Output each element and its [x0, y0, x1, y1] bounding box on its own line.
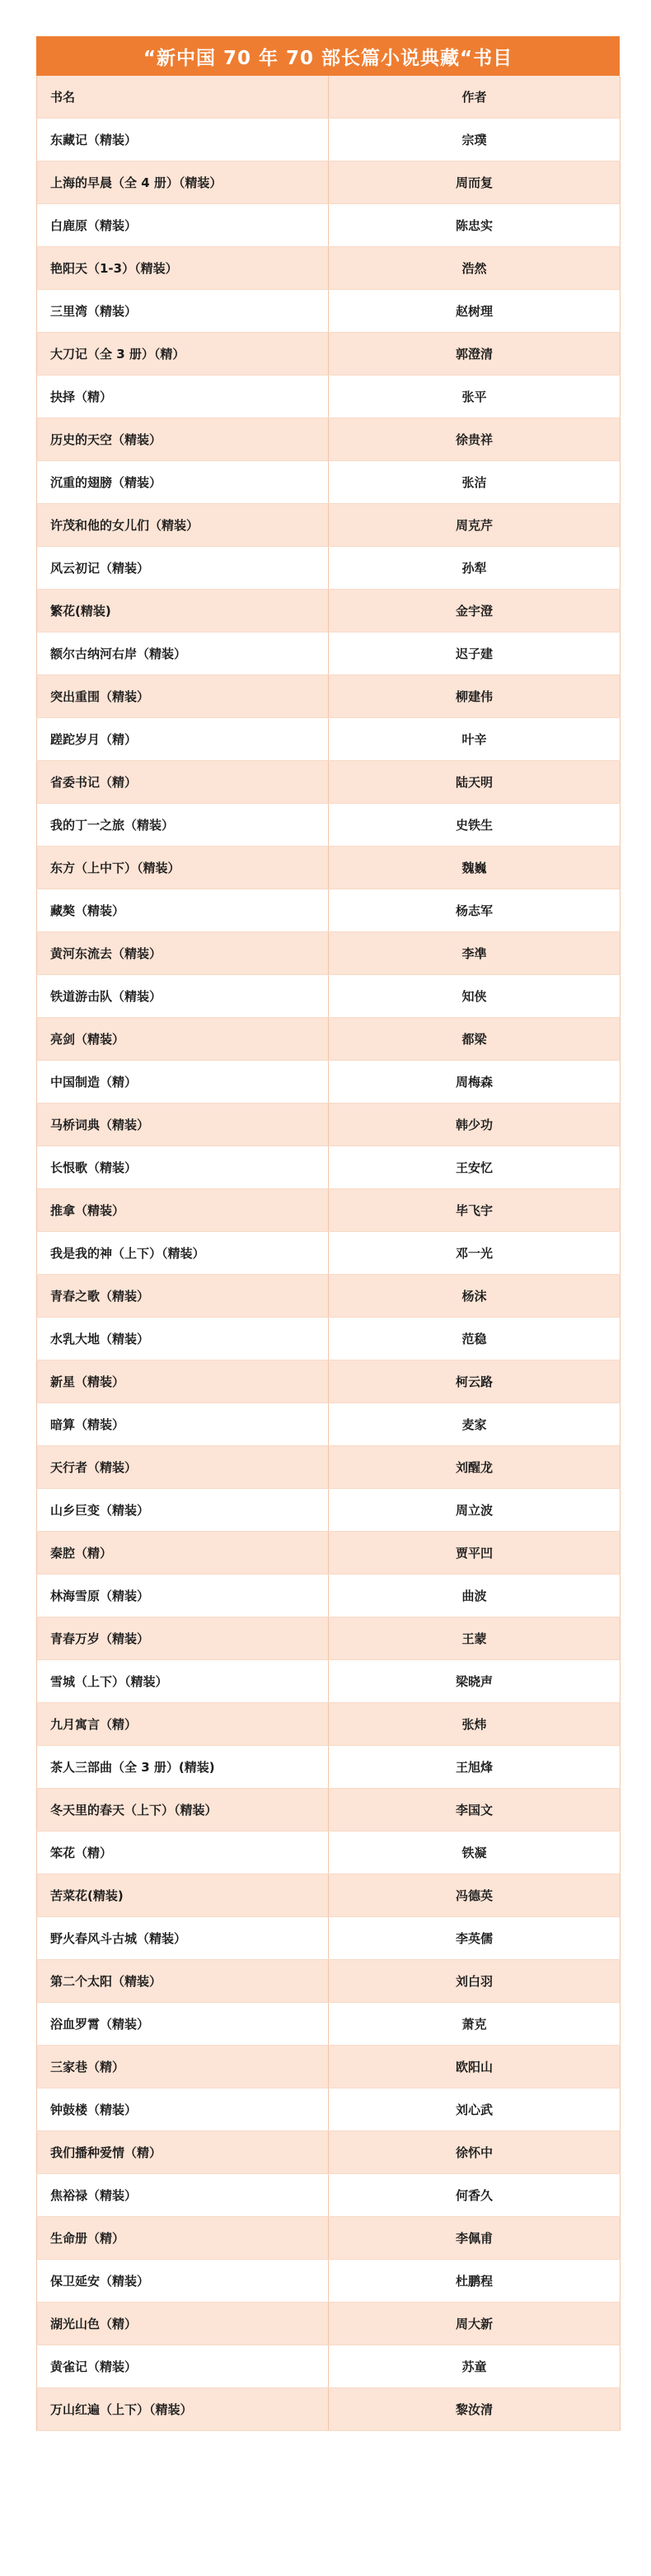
- book-title-cell: 保卫延安（精装）: [37, 2260, 329, 2303]
- table-row: [37, 1874, 621, 1917]
- table-row: [37, 1275, 621, 1318]
- table-row: [37, 1146, 621, 1189]
- book-title-cell: 新星（精装）: [37, 1360, 329, 1403]
- table-row: [37, 1703, 621, 1746]
- table-row: [37, 1960, 621, 2003]
- book-author-cell: 浩然: [329, 247, 621, 290]
- book-title-cell: 水乳大地（精装）: [37, 1318, 329, 1360]
- book-author-cell: 李英儒: [329, 1917, 621, 1960]
- book-author-cell: 张洁: [329, 461, 621, 504]
- book-author-cell: 邓一光: [329, 1232, 621, 1275]
- book-title-cell: 亮剑（精装）: [37, 1018, 329, 1061]
- booklist-container: [36, 36, 620, 2431]
- book-title-cell: 林海雪原（精装）: [37, 1575, 329, 1617]
- book-author-cell: 赵树理: [329, 290, 621, 333]
- book-title-cell: 生命册（精）: [37, 2217, 329, 2260]
- table-row: [37, 547, 621, 590]
- book-title-cell: 万山红遍（上下）（精装）: [37, 2388, 329, 2431]
- table-row: [37, 932, 621, 975]
- book-title-cell: 白鹿原（精装）: [37, 204, 329, 247]
- book-title-cell: 抉择（精）: [37, 376, 329, 418]
- book-title-cell: 黄河东流去（精装）: [37, 932, 329, 975]
- book-title-cell: 长恨歌（精装）: [37, 1146, 329, 1189]
- book-title-cell: 笨花（精）: [37, 1832, 329, 1874]
- booklist-table: [36, 76, 621, 2431]
- book-title-cell: 青春万岁（精装）: [37, 1617, 329, 1660]
- table-row: [37, 1318, 621, 1360]
- book-title-cell: 东方（上中下）（精装）: [37, 847, 329, 889]
- book-author-cell: 周而复: [329, 161, 621, 204]
- table-row: [37, 119, 621, 161]
- book-title-cell: 第二个太阳（精装）: [37, 1960, 329, 2003]
- book-title-cell: 推拿（精装）: [37, 1189, 329, 1232]
- table-row: [37, 418, 621, 461]
- book-title-cell: 黄雀记（精装）: [37, 2345, 329, 2388]
- book-author-cell: 史铁生: [329, 804, 621, 847]
- table-row: [37, 1532, 621, 1575]
- table-row: [37, 718, 621, 761]
- book-author-cell: 李凖: [329, 932, 621, 975]
- book-author-cell: 都梁: [329, 1018, 621, 1061]
- book-title-cell: 焦裕禄（精装）: [37, 2174, 329, 2217]
- table-row: [37, 204, 621, 247]
- book-author-cell: 范稳: [329, 1318, 621, 1360]
- book-title-cell: 东藏记（精装）: [37, 119, 329, 161]
- book-title-cell: 雪城（上下）（精装）: [37, 1660, 329, 1703]
- book-author-cell: 冯德英: [329, 1874, 621, 1917]
- book-author-cell: 黎汝清: [329, 2388, 621, 2431]
- table-row: [37, 1403, 621, 1446]
- book-title-cell: 额尔古纳河右岸（精装）: [37, 632, 329, 675]
- book-author-cell: 陈忠实: [329, 204, 621, 247]
- table-row: [37, 1832, 621, 1874]
- book-author-cell: 周立波: [329, 1489, 621, 1532]
- book-author-cell: 毕飞宇: [329, 1189, 621, 1232]
- book-title-cell: 艳阳天（1-3）（精装）: [37, 247, 329, 290]
- book-author-cell: 徐怀中: [329, 2131, 621, 2174]
- book-author-cell: 萧克: [329, 2003, 621, 2046]
- book-title-cell: 山乡巨变（精装）: [37, 1489, 329, 1532]
- book-title-cell: 上海的早晨（全 4 册）（精装）: [37, 161, 329, 204]
- table-row: [37, 2345, 621, 2388]
- book-title-cell: 突出重围（精装）: [37, 675, 329, 718]
- table-row: [37, 2131, 621, 2174]
- book-title-cell: 湖光山色（精）: [37, 2303, 329, 2345]
- table-row: [37, 247, 621, 290]
- table-row: [37, 2174, 621, 2217]
- book-author-cell: 何香久: [329, 2174, 621, 2217]
- book-title-cell: 风云初记（精装）: [37, 547, 329, 590]
- table-row: [37, 2303, 621, 2345]
- table-row: [37, 1018, 621, 1061]
- book-author-cell: 欧阳山: [329, 2046, 621, 2088]
- book-author-cell: 周大新: [329, 2303, 621, 2345]
- book-title-cell: 三家巷（精）: [37, 2046, 329, 2088]
- book-author-cell: 李佩甫: [329, 2217, 621, 2260]
- table-row: [37, 2260, 621, 2303]
- book-author-cell: 陆天明: [329, 761, 621, 804]
- book-author-cell: 徐贵祥: [329, 418, 621, 461]
- table-row: [37, 1746, 621, 1789]
- book-title-cell: 我的丁一之旅（精装）: [37, 804, 329, 847]
- booklist-title: “新中国 70 年 70 部长篇小说典藏“书目: [36, 36, 620, 76]
- table-row: [37, 1360, 621, 1403]
- booklist-table-body: [37, 76, 621, 2431]
- book-title-cell: 省委书记（精）: [37, 761, 329, 804]
- book-author-cell: 韩少功: [329, 1104, 621, 1146]
- table-header-row: [37, 76, 621, 119]
- table-row: [37, 504, 621, 547]
- table-row: [37, 2217, 621, 2260]
- table-row: [37, 376, 621, 418]
- column-header-title: 书名: [37, 76, 329, 119]
- table-row: [37, 2003, 621, 2046]
- book-author-cell: 梁晓声: [329, 1660, 621, 1703]
- table-row: [37, 2388, 621, 2431]
- table-row: [37, 804, 621, 847]
- book-author-cell: 王安忆: [329, 1146, 621, 1189]
- book-title-cell: 我是我的神（上下）（精装）: [37, 1232, 329, 1275]
- book-title-cell: 许茂和他的女儿们（精装）: [37, 504, 329, 547]
- book-author-cell: 贾平凹: [329, 1532, 621, 1575]
- table-row: [37, 1660, 621, 1703]
- table-row: [37, 761, 621, 804]
- book-title-cell: 三里湾（精装）: [37, 290, 329, 333]
- table-row: [37, 461, 621, 504]
- table-row: [37, 1617, 621, 1660]
- book-title-cell: 九月寓言（精）: [37, 1703, 329, 1746]
- book-author-cell: 曲波: [329, 1575, 621, 1617]
- book-title-cell: 秦腔（精）: [37, 1532, 329, 1575]
- table-row: [37, 290, 621, 333]
- book-title-cell: 藏獒（精装）: [37, 889, 329, 932]
- book-title-cell: 历史的天空（精装）: [37, 418, 329, 461]
- book-author-cell: 杜鹏程: [329, 2260, 621, 2303]
- book-title-cell: 繁花(精装): [37, 590, 329, 632]
- book-title-cell: 铁道游击队（精装）: [37, 975, 329, 1018]
- book-title-cell: 马桥词典（精装）: [37, 1104, 329, 1146]
- table-row: [37, 889, 621, 932]
- book-title-cell: 大刀记（全 3 册）（精）: [37, 333, 329, 376]
- book-author-cell: 麦家: [329, 1403, 621, 1446]
- book-author-cell: 郭澄清: [329, 333, 621, 376]
- book-author-cell: 魏巍: [329, 847, 621, 889]
- book-author-cell: 柳建伟: [329, 675, 621, 718]
- table-row: [37, 161, 621, 204]
- table-row: [37, 847, 621, 889]
- table-row: [37, 632, 621, 675]
- book-author-cell: 铁凝: [329, 1832, 621, 1874]
- book-author-cell: 李国文: [329, 1789, 621, 1832]
- book-title-cell: 暗算（精装）: [37, 1403, 329, 1446]
- book-title-cell: 蹉跎岁月（精）: [37, 718, 329, 761]
- table-row: [37, 333, 621, 376]
- table-row: [37, 1061, 621, 1104]
- table-row: [37, 1789, 621, 1832]
- table-row: [37, 2046, 621, 2088]
- book-author-cell: 柯云路: [329, 1360, 621, 1403]
- table-row: [37, 1232, 621, 1275]
- table-row: [37, 1917, 621, 1960]
- book-title-cell: 中国制造（精）: [37, 1061, 329, 1104]
- book-author-cell: 宗璞: [329, 119, 621, 161]
- table-row: [37, 1489, 621, 1532]
- book-author-cell: 张炜: [329, 1703, 621, 1746]
- book-author-cell: 刘白羽: [329, 1960, 621, 2003]
- book-author-cell: 苏童: [329, 2345, 621, 2388]
- book-author-cell: 迟子建: [329, 632, 621, 675]
- table-row: [37, 975, 621, 1018]
- table-row: [37, 1446, 621, 1489]
- column-header-author: 作者: [329, 76, 621, 119]
- book-author-cell: 金宇澄: [329, 590, 621, 632]
- book-author-cell: 张平: [329, 376, 621, 418]
- book-author-cell: 刘心武: [329, 2088, 621, 2131]
- table-row: [37, 2088, 621, 2131]
- book-title-cell: 天行者（精装）: [37, 1446, 329, 1489]
- book-author-cell: 知侠: [329, 975, 621, 1018]
- book-title-cell: 钟鼓楼（精装）: [37, 2088, 329, 2131]
- table-row: [37, 590, 621, 632]
- book-author-cell: 周梅森: [329, 1061, 621, 1104]
- book-title-cell: 冬天里的春天（上下）（精装）: [37, 1789, 329, 1832]
- book-author-cell: 杨志军: [329, 889, 621, 932]
- table-row: [37, 675, 621, 718]
- book-author-cell: 杨沫: [329, 1275, 621, 1318]
- book-title-cell: 我们播种爱情（精）: [37, 2131, 329, 2174]
- book-author-cell: 刘醒龙: [329, 1446, 621, 1489]
- book-title-cell: 浴血罗霄（精装）: [37, 2003, 329, 2046]
- book-title-cell: 沉重的翅膀（精装）: [37, 461, 329, 504]
- table-row: [37, 1189, 621, 1232]
- book-title-cell: 野火春风斗古城（精装）: [37, 1917, 329, 1960]
- book-title-cell: 茶人三部曲（全 3 册）(精装): [37, 1746, 329, 1789]
- book-title-cell: 青春之歌（精装）: [37, 1275, 329, 1318]
- book-author-cell: 孙犁: [329, 547, 621, 590]
- book-author-cell: 叶辛: [329, 718, 621, 761]
- book-author-cell: 周克芹: [329, 504, 621, 547]
- book-author-cell: 王旭烽: [329, 1746, 621, 1789]
- book-title-cell: 苦菜花(精装): [37, 1874, 329, 1917]
- table-row: [37, 1575, 621, 1617]
- table-row: [37, 1104, 621, 1146]
- book-author-cell: 王蒙: [329, 1617, 621, 1660]
